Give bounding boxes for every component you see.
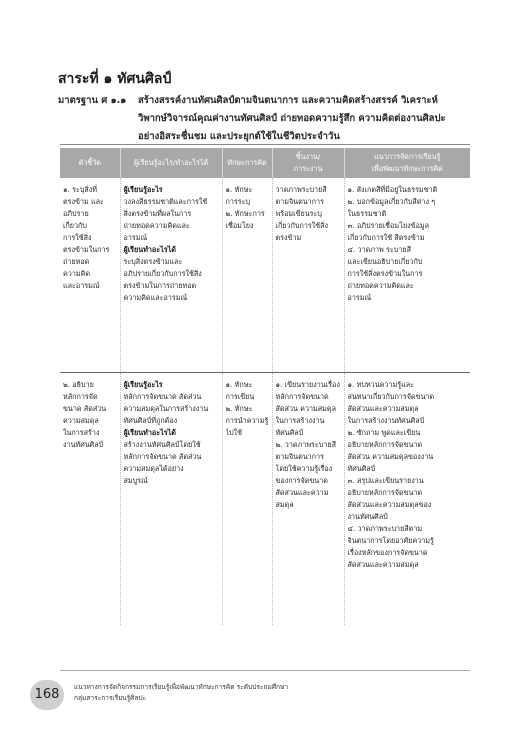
cell-line: การใช้สิ่งตรงข้ามในการ (347, 269, 423, 278)
cell-line: สิ่งตรงข้ามที่ผลในการ (123, 209, 192, 218)
table-top-rule (60, 144, 470, 145)
standard-code: มาตรฐาน ศ ๑.๑ (58, 95, 127, 106)
cell-line: ทัศนศิลป์ที่ถูกต้อง (123, 416, 178, 425)
cell-line: ความคิดและอารมณ์ (123, 293, 188, 302)
standard-line: วิพากษ์วิจารณ์คุณค่างานทัศนศิลป์ ถ่ายทอดความรู้สึก ความคิดต่องานศิลปะ (138, 113, 446, 124)
cell-line: ทัศนศิลป์ (347, 464, 376, 473)
cell-line: ผู้เรียนทำอะไรได้ (123, 245, 176, 254)
cell-line: อารมณ์ (123, 233, 148, 242)
column-header-line: ผู้เรียนรู้อะไร/ทำอะไรได้ (133, 158, 209, 167)
cell-line: ๓. สรุปและเขียนรายงาน (347, 476, 424, 485)
cell-line: หลักการจัดขนาด สัดส่วน (123, 452, 202, 461)
cell-line: เกี่ยวกับการใช้สิ่ง (275, 221, 329, 230)
column-header (60, 148, 120, 178)
cell-line: ในการสร้างงานทัศนศิลป์ (347, 416, 425, 425)
cell-line: ในการสร้าง (63, 428, 100, 437)
cell-line: ๑. สังเกตสีที่มีอยู่ในธรรมชาติ (347, 185, 438, 194)
cell-line: ของการจัดขนาด (275, 476, 328, 485)
footer-text (74, 682, 288, 704)
column-header-line: ชิ้นงาน/ (295, 152, 321, 161)
cell-line: เชื่อมโยง (225, 221, 254, 230)
cell-line: ๒. ซักถาม พูดและเขียน (347, 428, 421, 437)
cell-line: หลักการจัดขนาด สัดส่วน (123, 392, 202, 401)
cell-line: ๑. ทบทวนความรู้และ (347, 380, 414, 389)
cell-line: ผู้เรียนทำอะไรได้ (123, 428, 176, 437)
cell-line: ถ่ายทอดความคิดและ (347, 281, 414, 290)
indicator-cell (60, 373, 120, 626)
cell-line: วงลงสีธรรมชาติและการใช้ (123, 197, 208, 206)
cell-line: ๒. วาดภาพระบายสี (275, 440, 336, 449)
cell-line: การเขียน (225, 392, 255, 401)
cell-line: ระบุสิ่งตรงข้ามและ (123, 257, 183, 266)
cell-line: ในการสร้างงาน (275, 416, 325, 425)
footer-line-1: แนวทางการจัดกิจกรรมการเรียนรู้เพื่อพัฒนาทักษะการคิด ระดับประถมศึกษา (74, 683, 289, 691)
cell-line: ๔. วาดภาพระบายสีตาม (347, 524, 423, 533)
cell-line: ความสมดุล (63, 416, 99, 425)
cell-line: เกี่ยวกับการใช้ สีตรงข้าม (347, 233, 425, 242)
cell-line: ๒. ทักษะ (225, 404, 253, 413)
page-number: 168 (30, 680, 64, 710)
cell-line: และเขียนอธิบายเกี่ยวกับ (347, 257, 423, 266)
skills-cell (222, 373, 272, 626)
cell-line: สัดส่วนและความสมดุล (347, 404, 419, 413)
cell-line: ในธรรมชาติ (347, 209, 387, 218)
cell-line: อภิปรายเกี่ยวกับการใช้สิ่ง (123, 269, 202, 278)
cell-line: ความสมดุลในการสร้างงาน (123, 404, 209, 413)
cell-line: ๒. ทักษะการ (225, 209, 265, 218)
cell-line: พร้อมเขียนระบุ (275, 209, 322, 218)
column-header (344, 148, 470, 178)
cell-line: เกี่ยวกับ (63, 221, 87, 230)
column-header-line: ตัวชี้วัด (78, 158, 101, 167)
cell-line: ๒. บอกข้อมูลเกี่ยวกับสีต่าง ๆ (347, 197, 436, 206)
learn-cell (120, 178, 222, 373)
skills-cell (222, 178, 272, 373)
cell-line: ความสมดุลได้อย่าง (123, 464, 184, 473)
cell-line: หลักการจัดขนาด (275, 392, 329, 401)
cell-line: อธิบายหลักการจัดขนาด (347, 488, 423, 497)
cell-line: งานทัศนศิลป์ (347, 512, 388, 521)
column-header (120, 148, 222, 178)
work-cell (272, 373, 344, 626)
column-header-line: แนวการจัดการเรียนรู้ (374, 152, 441, 161)
cell-line: และอารมณ์ (63, 281, 100, 290)
cell-line: สัดส่วนและความสมดุลของ (347, 500, 432, 509)
indicator-cell (60, 178, 120, 373)
cell-line: ทัศนศิลป์ (275, 428, 304, 437)
cell-line: สร้างงานทัศนศิลป์โดยใช้ (123, 440, 201, 449)
cell-line: เรื่องหลักของการจัดขนาด (347, 548, 428, 557)
cell-line: ตามจินตนาการ (275, 197, 324, 206)
cell-line: ๔. วาดภาพ ระบายสี (347, 245, 411, 254)
cell-line: ผู้เรียนรู้อะไร (123, 185, 163, 194)
learn-cell (120, 373, 222, 626)
cell-line: ตรงข้ามในการ (63, 245, 110, 254)
cell-line: สัดส่วน ความสมดุล (275, 404, 336, 413)
column-header-line: ภาระงาน (293, 164, 323, 173)
cell-line: ๒. อธิบาย (63, 380, 94, 389)
cell-line: อธิบายหลักการจัดขนาด (347, 440, 423, 449)
table-row (60, 373, 470, 626)
cell-line: ขนาด สัดส่วน (63, 404, 107, 413)
cell-line: การนำความรู้ (225, 416, 269, 425)
cell-line: ผู้เรียนรู้อะไร (123, 380, 163, 389)
column-header (222, 148, 272, 178)
cell-line: ถ่ายทอดความคิดและ (123, 221, 190, 230)
cell-line: งานทัศนศิลป์ (63, 440, 104, 449)
cell-line: จินตนาการโดยอาศัยความรู้ (347, 536, 434, 545)
cell-line: ๑. ทักษะ (225, 185, 253, 194)
cell-line: ๑. ทักษะ (225, 380, 253, 389)
cell-line: โดยใช้ความรู้เรื่อง (275, 464, 333, 473)
cell-line: วาดภาพระบายสี (275, 185, 327, 194)
strand-title: สาระที่ ๑ ทัศนศิลป์ (58, 71, 172, 87)
standard-text (138, 92, 478, 146)
cell-line: สมดุล (275, 500, 294, 509)
table-header-row (60, 148, 470, 178)
cell-line: ตรงข้ามในการถ่ายทอด (123, 281, 197, 290)
approach-cell (344, 178, 470, 373)
column-header-line: ทักษะการคิด (227, 158, 267, 167)
footer-rule (60, 670, 470, 671)
cell-line: ตามจินตนาการ (275, 452, 324, 461)
cell-line: ถ่ายทอด (63, 257, 90, 266)
cell-line: ๓. อภิปรายเชื่อมโยงข้อมูล (347, 221, 430, 230)
approach-cell (344, 373, 470, 626)
cell-line: สัดส่วนและความสมดุล (347, 560, 419, 569)
standard-line: อย่างอิสระชื่นชม และประยุกต์ใช้ในชีวิตประจำวัน (138, 131, 340, 142)
cell-line: สัดส่วนและความ (275, 488, 329, 497)
cell-line: ความคิด (63, 269, 91, 278)
cell-line: ตรงข้าม (275, 233, 302, 242)
standard-block (58, 92, 478, 146)
cell-line: ไปใช้ (225, 428, 243, 437)
cell-line: หลักการจัด (63, 392, 98, 401)
cell-line: สนทนาเกี่ยวกับการจัดขนาด (347, 392, 435, 401)
column-header (272, 148, 344, 178)
cell-line: สมบูรณ์ (123, 476, 148, 485)
cell-line: ๑. เขียนรายงานเรื่อง (275, 380, 340, 389)
cell-line: ตรงข้าม และ (63, 197, 104, 206)
cell-line: การใช้สิ่ง (63, 233, 92, 242)
footer-line-2: กลุ่มสาระการเรียนรู้ศิลปะ (74, 694, 147, 702)
learning-table (60, 148, 470, 625)
work-cell (272, 178, 344, 373)
cell-line: อภิปราย (63, 209, 89, 218)
cell-line: การระบุ (225, 197, 251, 206)
cell-line: อารมณ์ (347, 293, 372, 302)
cell-line: ๑. ระบุสิ่งที่ (63, 185, 98, 194)
column-header-line: เพื่อพัฒนาทักษะการคิด (371, 164, 443, 173)
table-row (60, 178, 470, 373)
standard-line: สร้างสรรค์งานทัศนศิลป์ตามจินตนาการ และความคิดสร้างสรรค์ วิเคราะห์ (138, 95, 438, 106)
cell-line: สัดส่วน ความสมดุลของงาน (347, 452, 434, 461)
